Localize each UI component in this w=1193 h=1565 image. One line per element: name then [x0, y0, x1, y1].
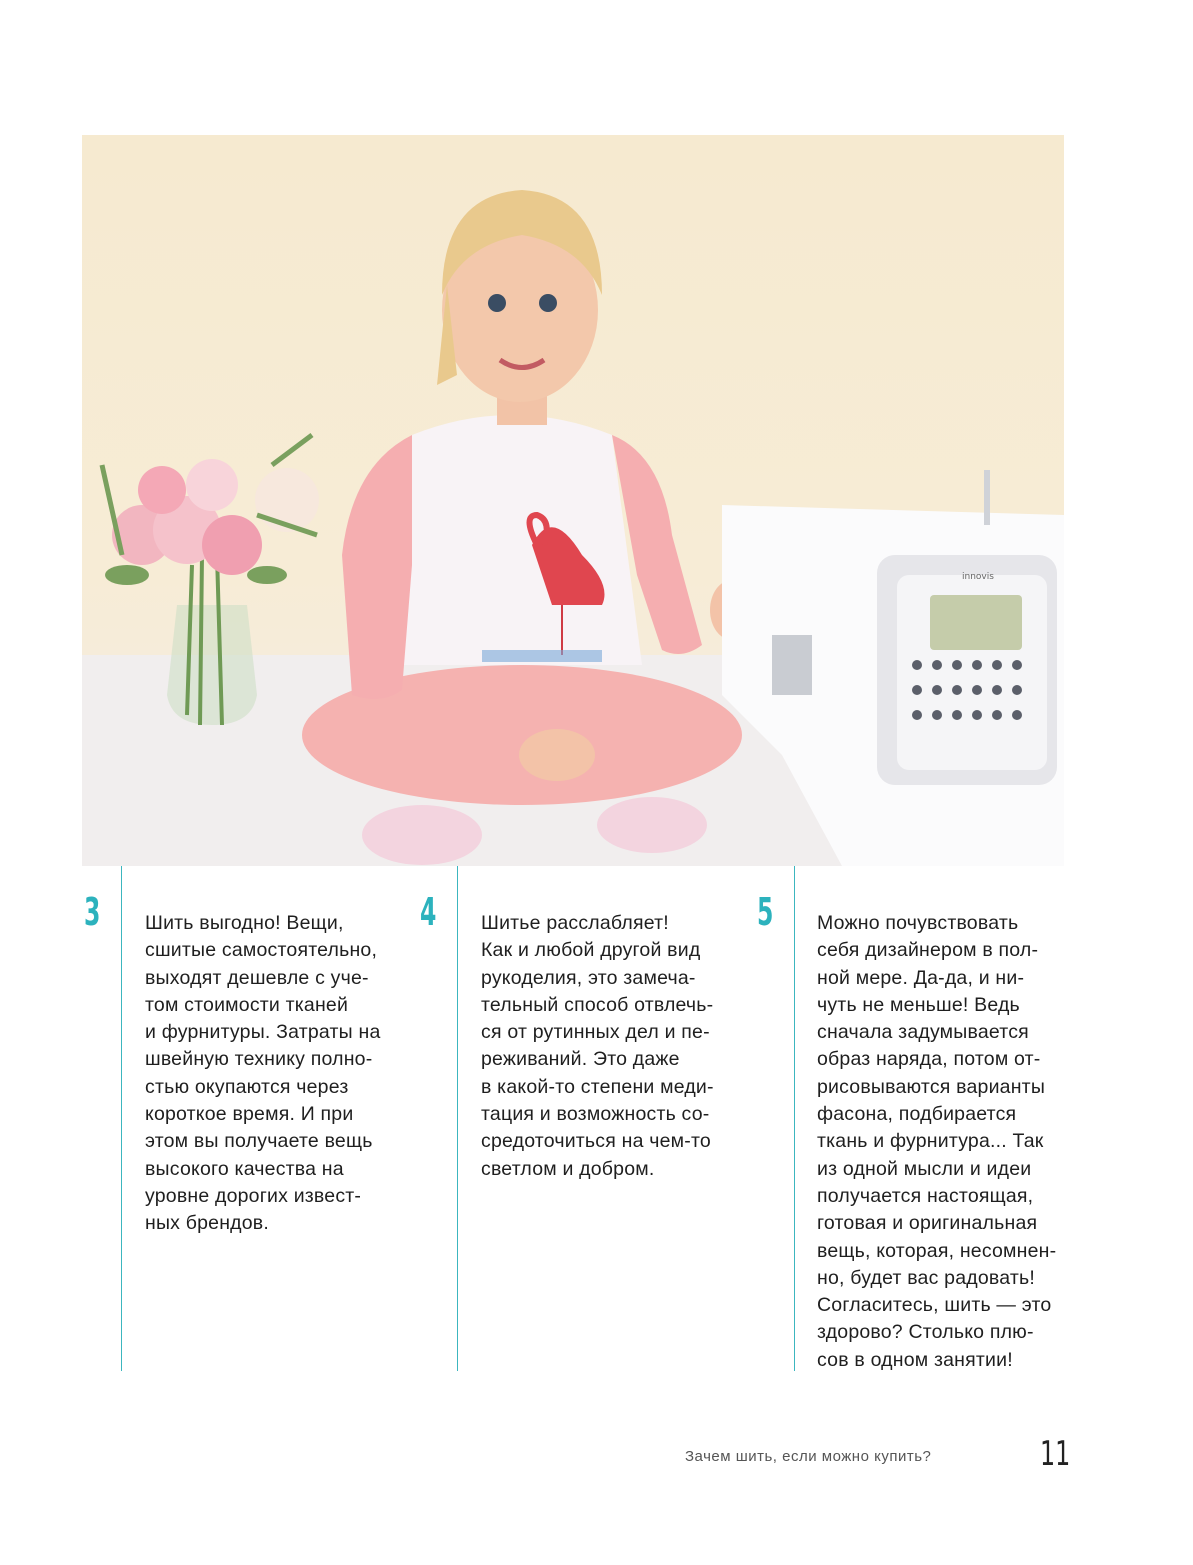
machine-brand: innovis — [962, 572, 994, 582]
column-text: Шить выгодно! Вещи, сшитые самостоятельно, выходят дешевле с уче- том стоимости тканей и фурнитуры. Затраты на швейную технику полно- стью окупаются через короткое время. И при этом вы получаете вещь высокого качества на уровне дорогих извест- ных брендов. — [145, 912, 381, 1235]
column-text: Шитье расслабляет! Как и любой другой вид рукоделия, это замеча- тельный способ отвлечь- ся от рутинных дел и пе- реживаний. Это даже в какой-то степени меди- тация и возможность со- средоточиться на чем-то светлом и добром. — [481, 912, 714, 1180]
girl — [302, 190, 754, 865]
photo-illustration — [82, 135, 1064, 866]
item-number: 3 — [84, 890, 101, 934]
column-divider — [794, 866, 795, 1371]
page-number: 11 — [1040, 1434, 1071, 1474]
column-divider — [121, 866, 122, 1371]
column-text: Можно почувствовать себя дизайнером в пол- ной мере. Да-да, и ни- чуть не меньше! Ведь сначала задумывается образ наряда, потом от- рисовываются варианты фасона, подбирается ткань и фурнитура... Так из одной мысли и идеи получается настоящая, готовая и оригинальная вещь, которая, несомнен- но, будет вас радовать! Согласитесь, шить — это здорово? Столько плю- сов в одном занятии! — [817, 912, 1057, 1371]
item-number: 4 — [420, 890, 437, 934]
hero-photo — [82, 135, 1064, 866]
running-title: Зачем шить, если можно купить? — [685, 1448, 932, 1465]
column-divider — [457, 866, 458, 1371]
item-number: 5 — [757, 890, 774, 934]
